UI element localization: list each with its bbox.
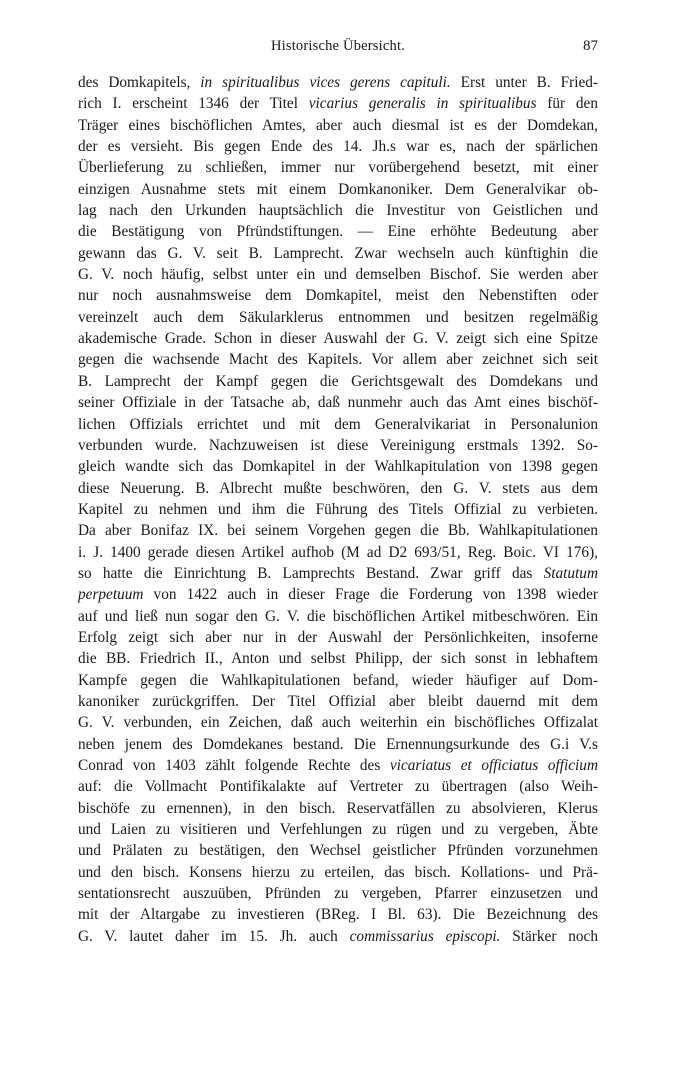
- italic-phrase: in spiritualibus vices gerens capituli.: [200, 74, 451, 91]
- text-run: lag nach den Urkunden hauptsächlich die Investitur von Geistlichen und: [78, 202, 598, 220]
- text-run: Conrad von 1403 zählt folgende Rechte des: [78, 757, 390, 774]
- text-line: [78, 862, 598, 883]
- text-run: die Bestätigung von Pfründstiftungen. — Eine erhöhte Bedeutung aber: [78, 223, 598, 241]
- text-line: [78, 542, 598, 563]
- text-run: lichen Offizials errichtet und mit dem Generalvikariat in Personalunion: [78, 415, 598, 433]
- text-line: [78, 691, 598, 712]
- text-line: [78, 285, 598, 306]
- text-line: [78, 520, 598, 541]
- text-run: akademische Grade. Schon in dieser Auswahl der G. V. zeigt sich eine Spitze: [78, 330, 598, 348]
- text-run: einzigen Ausnahme stets mit einem Domkanoniker. Dem Generalvikar ob-: [78, 180, 598, 198]
- text-run: und Prälaten zu bestätigen, den Wechsel geistlicher Pfründen vorzunehmen: [78, 842, 598, 860]
- text-line: [78, 584, 598, 605]
- text-run: gleich wandte sich das Domkapitel in der Wahlkapitulation von 1398 gegen: [78, 458, 598, 476]
- text-run: Erst unter B. Fried-: [450, 74, 598, 91]
- text-line: [78, 904, 598, 925]
- text-run: diese Neuerung. B. Albrecht mußte beschwören, den G. V. stets aus dem: [78, 479, 598, 497]
- text-run: sentationsrecht auszuüben, Pfründen zu vergeben, Pfarrer einzusetzen und: [78, 885, 598, 903]
- text-run: Erfolg zeigt sich aber nur in der Auswahl der Persönlichkeiten, insoferne: [78, 628, 598, 646]
- text-line: [78, 563, 598, 584]
- text-line: [78, 179, 598, 200]
- text-run: rich I. erscheint 1346 der Titel: [78, 95, 309, 113]
- text-run: Träger eines bischöflichen Amtes, aber auch diesmal ist es der Domdekan,: [78, 116, 598, 134]
- text-run: gegen die wachsende Macht des Kapitels. Vor allem aber zeichnet sich seit: [78, 351, 598, 369]
- text-run: Kapitel zu nehmen und ihm die Führung des Titels Offizial zu verbieten.: [78, 500, 598, 518]
- text-line: [78, 157, 598, 178]
- text-run: mit der Altargabe zu investieren (BReg. I Bl. 63). Die Bezeichnung des: [78, 906, 598, 924]
- header-title: Historische Übersicht.: [270, 38, 406, 54]
- text-run: G. V. verbunden, ein Zeichen, daß auch weiterhin ein bischöfliches Offizalat: [78, 714, 598, 732]
- text-line: [78, 627, 598, 648]
- text-line: [78, 840, 598, 861]
- text-line: [78, 926, 598, 947]
- text-run: auf und ließ nun sogar den G. V. die bischöflichen Artikel mitbeschwören. Ein: [78, 607, 598, 625]
- text-line: [78, 221, 598, 242]
- text-line: [78, 200, 598, 221]
- text-line: [78, 115, 598, 136]
- text-run: kanoniker zurückgriffen. Der Titel Offizial aber bleibt dauernd mit dem: [78, 692, 598, 710]
- text-run: vereinzelt auch dem Säkularklerus entnommen und besitzen regelmäßig: [78, 308, 598, 326]
- italic-phrase: vicarius generalis in spiritualibus: [308, 95, 537, 113]
- text-line: [78, 819, 598, 840]
- text-run: bischöfe zu ernennen), in den bisch. Reservatfällen zu absolvieren, Klerus: [78, 799, 598, 817]
- text-line: [78, 648, 598, 669]
- text-line: [78, 243, 598, 264]
- text-line: [78, 712, 598, 733]
- text-line: [78, 264, 598, 285]
- text-run: verbunden wurde. Nachzuweisen ist diese Vereinigung erstmals 1392. So-: [78, 436, 598, 454]
- text-run: G. V. noch häufig, selbst unter ein und demselben Bischof. Sie werden aber: [78, 266, 598, 284]
- text-line: [78, 456, 598, 477]
- text-run: neben jenem des Domdekanes bestand. Die Ernennungsurkunde des G.i V.s: [78, 735, 598, 753]
- text-run: der es versieht. Bis gegen Ende des 14. Jh.s war es, nach der spärlichen: [78, 138, 598, 156]
- text-run: nur noch ausnahmsweise dem Domkapitel, meist den Nebenstiften oder: [78, 287, 598, 305]
- italic-phrase: commissarius episcopi.: [349, 927, 501, 945]
- text-line: [78, 606, 598, 627]
- text-run: die BB. Friedrich II., Anton und selbst Philipp, der sich sonst in lebhaftem: [78, 650, 598, 668]
- text-line: [78, 478, 598, 499]
- text-run: so hatte die Einrichtung B. Lamprechts Bestand. Zwar griff das: [78, 564, 544, 582]
- text-line: [78, 136, 598, 157]
- text-run: und den bisch. Konsens hierzu zu erteilen, das bisch. Kollations- und Prä-: [78, 863, 598, 881]
- text-line: [78, 734, 598, 755]
- italic-phrase: Statutum: [543, 564, 598, 582]
- text-line: [78, 776, 598, 797]
- text-line: [78, 93, 598, 114]
- italic-phrase: vicariatus et officiatus officium: [389, 757, 599, 774]
- text-run: Stärker noch: [500, 927, 598, 945]
- text-line: [78, 307, 598, 328]
- text-line: [78, 435, 598, 456]
- text-line: [78, 499, 598, 520]
- text-line: [78, 883, 598, 904]
- text-run: seiner Offiziale in der Tatsache ab, daß nunmehr auch das Amt eines bischöf-: [78, 394, 598, 412]
- text-run: Da aber Bonifaz IX. bei seinem Vorgehen gegen die Bb. Wahlkapitulationen: [78, 522, 598, 540]
- text-line: [78, 371, 598, 392]
- text-run: von 1422 auch in dieser Frage die Forderung von 1398 wieder: [143, 586, 598, 604]
- text-line: [78, 349, 598, 370]
- italic-phrase: perpetuum: [78, 586, 144, 604]
- text-line: [78, 72, 598, 93]
- text-run: auf: die Vollmacht Pontifikalakte auf Vertreter zu übertragen (also Weih-: [78, 778, 598, 796]
- text-run: und Laien zu visitieren und Verfehlungen zu rügen und zu vergeben, Äbte: [78, 821, 598, 839]
- body-text: [78, 72, 598, 947]
- text-line: [78, 670, 598, 691]
- text-line: [78, 798, 598, 819]
- text-run: G. V. lautet daher im 15. Jh. auch: [78, 927, 350, 945]
- text-run: gewann das G. V. seit B. Lamprecht. Zwar wechseln auch künftighin die: [78, 244, 598, 262]
- text-run: i. J. 1400 gerade diesen Artikel aufhob (M ad D2 693/51, Reg. Boic. VI 176),: [78, 543, 598, 561]
- text-line: [78, 755, 598, 776]
- text-line: [78, 392, 598, 413]
- text-line: [78, 414, 598, 435]
- text-run: Überlieferung zu schließen, immer nur vorübergehend besetzt, mit einer: [78, 159, 598, 177]
- text-run: des Domkapitels,: [78, 74, 201, 91]
- text-run: für den: [536, 95, 598, 113]
- text-run: B. Lamprecht der Kampf gegen die Gerichtsgewalt des Domdekans und: [78, 372, 598, 390]
- text-run: Kampfe gegen die Wahlkapitulationen befand, wieder häufiger auf Dom-: [78, 671, 598, 689]
- text-line: [78, 328, 598, 349]
- page-number: 87: [583, 38, 598, 54]
- running-header: [78, 38, 598, 62]
